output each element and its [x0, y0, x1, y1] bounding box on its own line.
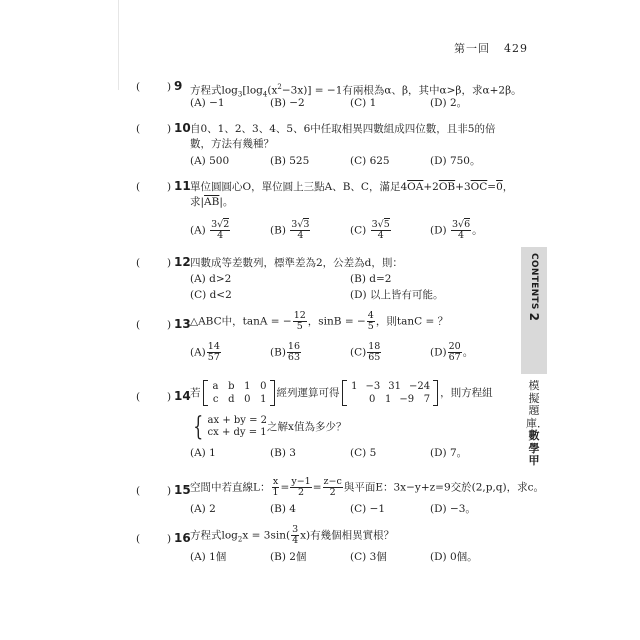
- option-c[interactable]: (C) $\frac{18}{65}$: [350, 341, 381, 363]
- options: [190, 342, 510, 363]
- page-number: 429: [504, 42, 528, 55]
- question-number: 9: [174, 79, 183, 93]
- option-d[interactable]: (D) $\frac{3√6}{4}$ 。: [430, 219, 483, 241]
- option-d[interactable]: (D) 以上皆有可能。: [350, 289, 444, 301]
- chapter-title: 模擬題庫．數學甲: [526, 379, 548, 467]
- option-d[interactable]: (D) 0個。: [430, 551, 478, 563]
- question-stem: 方程式$\log_3[\log_4(x^2-3x)] = -1$有兩根為α、β，其中α>β，求α+2β。: [190, 83, 522, 99]
- option-c[interactable]: (C) 3個: [350, 551, 387, 563]
- option-b[interactable]: (B) −2: [270, 97, 305, 109]
- option-a[interactable]: (A) $\frac{14}{57}$: [190, 341, 220, 363]
- question-number: 11: [174, 179, 191, 193]
- option-c[interactable]: (C) $\frac{3√5}{4}$: [350, 219, 390, 241]
- question-stem: 若 a b 1 0 c d 0 1 經列運算可得 1 −3 31 −24 0 1 −9 7 ，則方程組: [190, 381, 493, 405]
- question-9: ( ) 9 方程式$\log_3[\log_4(x^2-3x)] = -1$有兩根為α、β，其中α>β，求α+2β。 (A) −1 (B) −2 (C) 1 (D) 2。: [136, 79, 522, 109]
- question-number: 14: [174, 389, 191, 403]
- option-b[interactable]: (B) 3: [270, 447, 296, 459]
- question-10: ( ) 10 自0、1、2、3、4、5、6中任取相異四數組成四位數，且非5的倍 數，方法有幾種？ (A) 500 (B) 525 (C) 625 (D) 750。: [136, 122, 511, 172]
- question-11: ( ) 11 單位圓圓心O，單位圓上三點A、B、C，滿足$4\overline{OA}+2\overline{OB}+3\overline{OC}=0$， 求$|\overline{AB}|$。 (A) $\frac{3√2}{4}$ (B) $\frac{3√3}{4}$ (C) $\frac{3√5}{4}$ (D) $\frac{3√6}{4}$ 。: [136, 179, 514, 241]
- matrix-a: a b 1 0 c d 0 1: [203, 380, 275, 406]
- options: [190, 502, 510, 517]
- option-b[interactable]: (B) $\frac{3√3}{4}$: [270, 219, 310, 241]
- option-c[interactable]: (C) −1: [350, 503, 386, 515]
- question-stem: 四數成等差數列，標準差為2，公差為d，則：: [190, 257, 403, 269]
- question-number: 16: [174, 531, 191, 545]
- option-a[interactable]: (A) 500: [190, 155, 230, 167]
- option-b[interactable]: (B) 2個: [270, 551, 307, 563]
- question-15: ( ) 15 空間中若直線L： $\frac{x}{1}$ = $\frac{y-1}{2}$ = $\frac{z-c}{2}$ 與平面E：3x−y+z=9交於(2,p,q)，求c。 (A) 2 (B) 4 (C) −1 (D) −3。: [136, 476, 545, 515]
- option-a[interactable]: (A) 1個: [190, 551, 227, 563]
- option-d[interactable]: (D) 2。: [430, 97, 468, 109]
- option-c[interactable]: (C) d<2: [190, 289, 232, 301]
- page-header: [454, 40, 528, 56]
- question-stem: 單位圓圓心O，單位圓上三點A、B、C，滿足$4\overline{OA}+2\overline{OB}+3\overline{OC}=0$， 求$|\overline{AB}|$。: [190, 181, 514, 208]
- section-title: 第一回: [454, 42, 490, 55]
- option-d[interactable]: (D) −3。: [430, 503, 476, 515]
- option-a[interactable]: (A) $\frac{3√2}{4}$: [190, 219, 230, 241]
- question-number: 13: [174, 317, 191, 331]
- option-c[interactable]: (C) 625: [350, 155, 390, 167]
- question-13: ( ) 13 △ABC中，tanA = − $\frac{12}{5}$ ，sinB = − $\frac{4}{5}$ ，則tanC = ？ (A) $\frac{14}{57}$ (B) $\frac{16}{63}$ (C) $\frac{18}{65}$ (D) $\frac{20}{67}$ 。: [136, 316, 511, 372]
- options: [190, 154, 510, 169]
- question-stem: 自0、1、2、3、4、5、6中任取相異四數組成四位數，且非5的倍 數，方法有幾種？: [190, 123, 496, 150]
- question-number: 15: [174, 483, 191, 497]
- options: [190, 220, 510, 241]
- option-d[interactable]: (D) 7。: [430, 447, 468, 459]
- matrix-b: 1 −3 31 −24 0 1 −9 7: [342, 380, 439, 406]
- option-b[interactable]: (B) 4: [270, 503, 296, 515]
- option-a[interactable]: (A) 1: [190, 447, 216, 459]
- question-number: 10: [174, 121, 191, 135]
- option-c[interactable]: (C) 5: [350, 447, 377, 459]
- option-b[interactable]: (B) 525: [270, 155, 310, 167]
- option-b[interactable]: (B) d=2: [350, 273, 392, 285]
- question-14: ( ) 14 若 a b 1 0 c d 0 1 經列運算可得 1 −3 31 −24 0 1 −9 7 ，則方程組 { ax + by = 2 cx + dy = 1 之解x值為多少？ (A) 1 (B) 3 (C) 5 (D) 7。: [136, 386, 511, 466]
- equation-system: { ax + by = 2 cx + dy = 1 之解x值為多少？: [193, 412, 347, 442]
- option-b[interactable]: (B) $\frac{16}{63}$: [270, 341, 301, 363]
- question-number: 12: [174, 255, 191, 269]
- question-16: ( ) 16 方程式$\log_2x = 3\sin$( $\frac{3}{4}$ x)有幾個相異實根？ (A) 1個 (B) 2個 (C) 3個 (D) 0個。: [136, 528, 511, 568]
- option-a[interactable]: (A) 2: [190, 503, 216, 515]
- question-12: ( ) 12 四數成等差數列，標準差為2，公差為d，則： (A) d>2 (B) d=2 (C) d<2 (D) 以上皆有可能。: [136, 256, 511, 306]
- question-stem: 方程式$\log_2x = 3\sin$( $\frac{3}{4}$ x)有幾個相異實根？: [190, 524, 395, 546]
- options: [190, 96, 510, 111]
- option-d[interactable]: (D) 750。: [430, 155, 481, 167]
- gutter-mark: [118, 0, 119, 90]
- option-a[interactable]: (A) −1: [190, 97, 225, 109]
- options: [190, 446, 510, 461]
- option-a[interactable]: (A) d>2: [190, 273, 232, 285]
- question-stem: 空間中若直線L： $\frac{x}{1}$ = $\frac{y-1}{2}$ = $\frac{z-c}{2}$ 與平面E：3x−y+z=9交於(2,p,q)，求c。: [190, 476, 545, 498]
- chapter-tab[interactable]: [521, 247, 547, 374]
- question-stem: △ABC中，tanA = − $\frac{12}{5}$ ，sinB = − $\frac{4}{5}$ ，則tanC = ？: [190, 310, 449, 332]
- option-d[interactable]: (D) $\frac{20}{67}$ 。: [430, 341, 474, 363]
- option-c[interactable]: (C) 1: [350, 97, 377, 109]
- options: [190, 272, 510, 303]
- options: [190, 550, 510, 565]
- contents-label: CONTENTS: [529, 253, 539, 310]
- chapter-number: 2: [527, 312, 541, 321]
